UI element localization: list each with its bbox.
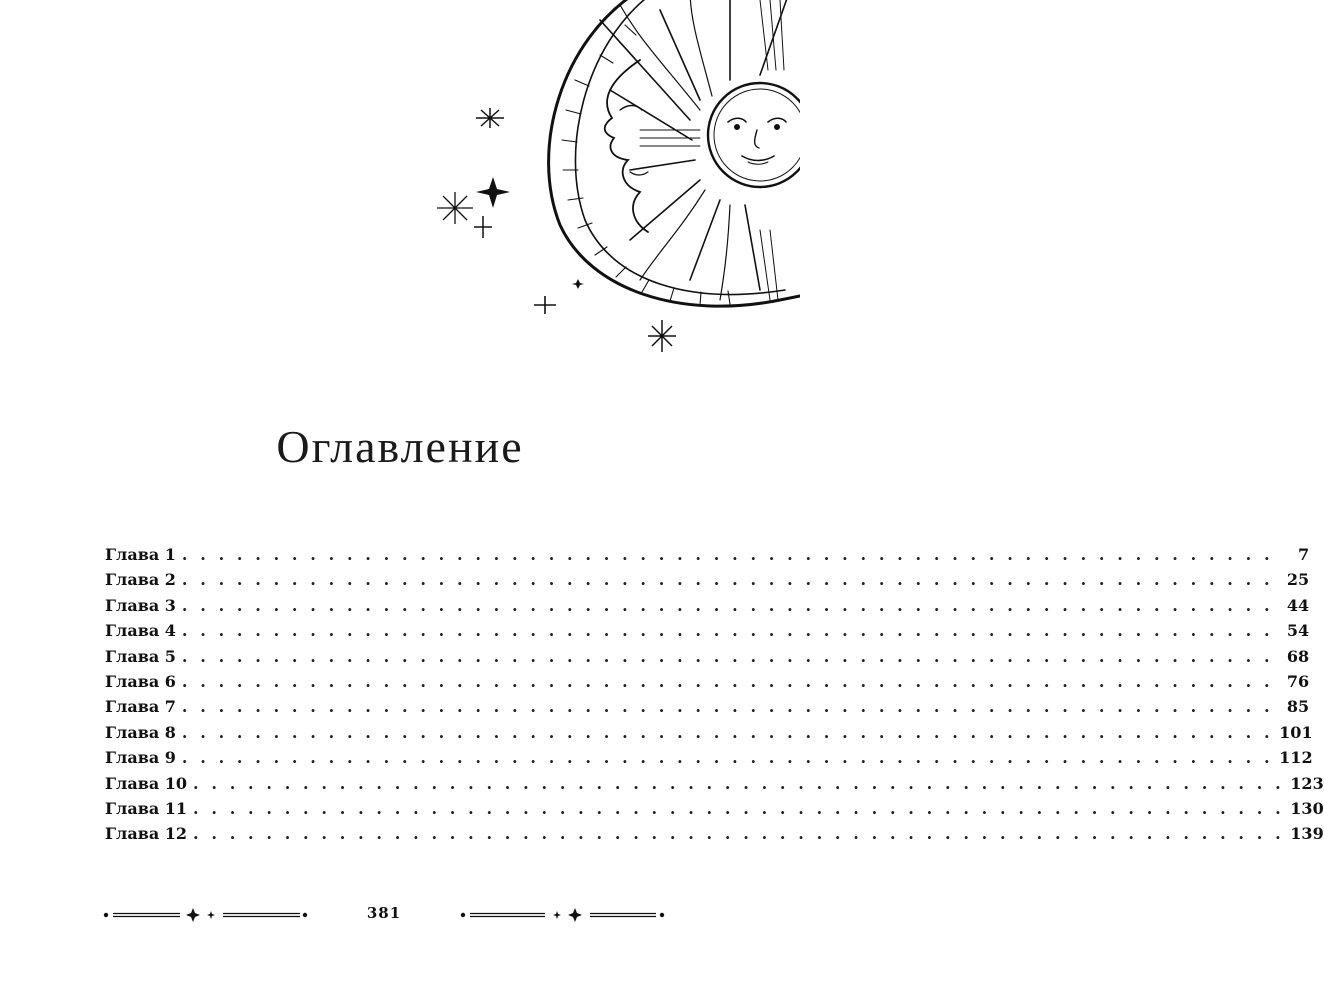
toc-entry-label: Глава 8 (105, 722, 176, 742)
toc-leader-dots: . . . . . . . . . . . . . . . . . . . . . . . . . . . . . . . . . . . . . . . . . . . . . . . . . . . . . . . . . . . . (181, 748, 1274, 768)
toc-entry (105, 798, 1324, 824)
star-icon (476, 177, 510, 208)
star-icon (474, 216, 492, 238)
crescent-moon-icon (549, 0, 800, 306)
toc-leader-dots: . . . . . . . . . . . . . . . . . . . . . . . . . . . . . . . . . . . . . . . . . . . . . . . . . . . . . . . . . . . . (181, 545, 1274, 564)
page-title: Оглавление (276, 421, 524, 472)
toc-entry (105, 646, 1310, 672)
toc-entry-page: 123 (1290, 773, 1324, 793)
toc-entry-label: Глава 9 (105, 748, 176, 768)
toc-leader-dots: . . . . . . . . . . . . . . . . . . . . . . . . . . . . . . . . . . . . . . . . . . . . . . . . . . . . . . . . . . . . (181, 595, 1274, 615)
toc-entry-page: 68 (1286, 646, 1310, 666)
toc-leader-dots: . . . . . . . . . . . . . . . . . . . . . . . . . . . . . . . . . . . . . . . . . . . . . . . . . . . . . . . . . . . . (181, 671, 1274, 691)
toc-entry-label: Глава 3 (105, 595, 176, 615)
toc-entry-page: 112 (1279, 748, 1313, 768)
toc-leader-dots: . . . . . . . . . . . . . . . . . . . . . . . . . . . . . . . . . . . . . . . . . . . . . . . . . . . . . . . . . . . . (181, 570, 1274, 590)
toc-entry-page: 7 (1298, 545, 1310, 564)
star-icon (476, 108, 504, 128)
sun-face-icon (708, 83, 812, 187)
toc-entry (105, 748, 1313, 773)
toc-entry (105, 545, 1310, 570)
toc-entry-label: Глава 5 (105, 646, 176, 666)
sun-moon-illustration (0, 0, 800, 380)
toc-entry (105, 824, 1324, 849)
toc-entry-label: Глава 6 (105, 671, 176, 691)
toc-leader-dots: . . . . . . . . . . . . . . . . . . . . . . . . . . . . . . . . . . . . . . . . . . . . . . . . . . . . . . . . . . . . (181, 722, 1274, 742)
toc-entry-page: 85 (1286, 697, 1310, 717)
star-icon (648, 320, 676, 352)
star-icon (437, 192, 473, 224)
toc-entry-page: 130 (1290, 798, 1324, 818)
toc-entry-page: 76 (1286, 671, 1310, 691)
toc-entry (105, 722, 1313, 748)
toc-entry-label: Глава 7 (105, 697, 176, 717)
toc-entry-label: Глава 2 (105, 570, 176, 590)
toc-leader-dots: . . . . . . . . . . . . . . . . . . . . . . . . . . . . . . . . . . . . . . . . . . . . . . . . . . . . . . . . . . . . (193, 798, 1285, 818)
toc-entry-label: Глава 11 (105, 798, 188, 818)
toc-entry-label: Глава 10 (105, 773, 188, 793)
toc-entry-page: 101 (1279, 722, 1313, 742)
toc-leader-dots: . . . . . . . . . . . . . . . . . . . . . . . . . . . . . . . . . . . . . . . . . . . . . . . . . . . . . . . . . . . . (193, 773, 1285, 793)
toc-entry (105, 595, 1310, 621)
page-number: 381 (366, 904, 402, 922)
toc-leader-dots: . . . . . . . . . . . . . . . . . . . . . . . . . . . . . . . . . . . . . . . . . . . . . . . . . . . . . . . . . . . . (181, 621, 1274, 641)
toc-leader-dots: . . . . . . . . . . . . . . . . . . . . . . . . . . . . . . . . . . . . . . . . . . . . . . . . . . . . . . . . . . . . (181, 697, 1274, 717)
table-of-contents (105, 545, 1324, 850)
toc-entry (105, 697, 1310, 722)
toc-entry (105, 671, 1310, 697)
toc-entry (105, 773, 1324, 799)
toc-entry-label: Глава 1 (105, 545, 176, 564)
toc-entry-page: 54 (1286, 621, 1310, 641)
star-icon (534, 296, 556, 314)
toc-leader-dots: . . . . . . . . . . . . . . . . . . . . . . . . . . . . . . . . . . . . . . . . . . . . . . . . . . . . . . . . . . . . (193, 824, 1285, 844)
star-icon (572, 279, 584, 289)
toc-entry-page: 139 (1290, 824, 1324, 844)
toc-entry-page: 25 (1286, 570, 1310, 590)
toc-leader-dots: . . . . . . . . . . . . . . . . . . . . . . . . . . . . . . . . . . . . . . . . . . . . . . . . . . . . . . . . . . . . (181, 646, 1274, 666)
toc-entry-label: Глава 12 (105, 824, 188, 844)
toc-entry-label: Глава 4 (105, 621, 176, 641)
sun-rays-icon (600, 0, 790, 300)
toc-entry-page: 44 (1286, 595, 1310, 615)
toc-entry (105, 621, 1310, 646)
toc-entry (105, 570, 1310, 595)
